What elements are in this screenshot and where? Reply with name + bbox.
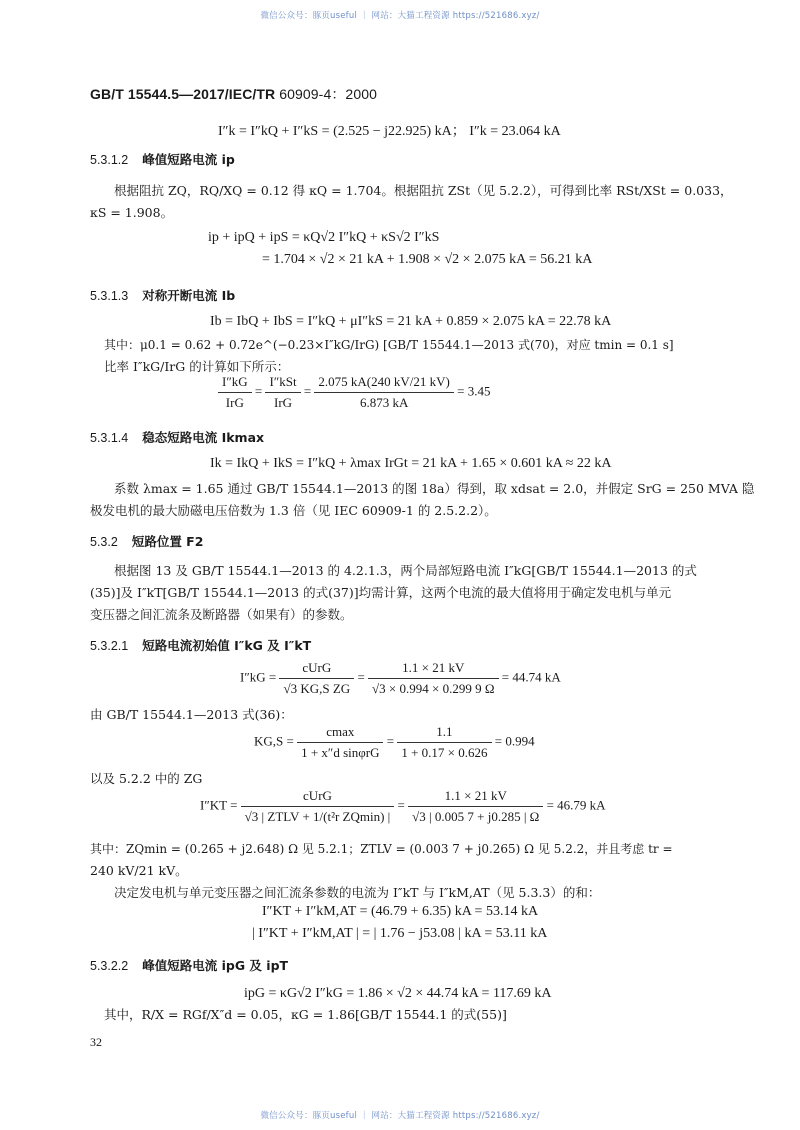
section-title: 稳态短路电流 Ikmax: [142, 430, 265, 445]
equation: ip + ipQ + ipS = κQ√2 I″kQ + κS√2 I″kS: [208, 230, 440, 245]
paragraph-note: 其中，R/X = RGf/X″d = 0.05，κG = 1.86[GB/T 15544.1 的式(55)]: [104, 1007, 507, 1022]
section-heading-5-3-1-2: [90, 150, 235, 168]
paragraph: 根据阻抗 ZQ，RQ/XQ = 0.12 得 κQ = 1.704。根据阻抗 ZSt（见 5.2.2），可得到比率 RSt/XSt = 0.033，: [114, 183, 733, 198]
paragraph: 其中：ZQmin = (0.265 + j2.648) Ω 见 5.2.1；ZTLV = (0.003 7 + j0.265) Ω 见 5.2.2，并且考虑 tr =: [90, 842, 673, 856]
paragraph: 根据图 13 及 GB/T 15544.1—2013 的 4.2.1.3，两个局部短路电流 I″kG[GB/T 15544.1—2013 的式: [114, 563, 697, 578]
equation: Ik = IkQ + IkS = I″kQ + λmax IrGt = 21 kA + 1.65 × 0.601 kA ≈ 22 kA: [210, 456, 612, 471]
section-heading-5-3-2: [90, 532, 203, 550]
paragraph-note: 其中：μ0.1 = 0.62 + 0.72e^(−0.23×I″kG/IrG) [GB/T 15544.1—2013 式(70)，对应 tmin = 0.1 s]: [104, 338, 674, 352]
section-title: 峰值短路电流 ip: [142, 152, 235, 167]
section-number: 5.3.2.2: [90, 959, 129, 973]
watermark-bottom: 微信公众号：豚页useful ｜ 网站：大猫工程资源 https://521686.xyz/: [260, 1111, 540, 1121]
section-heading-5-3-2-2: [90, 956, 288, 974]
watermark-top: 微信公众号：豚页useful ｜ 网站：大猫工程资源 https://521686.xyz/: [260, 11, 540, 21]
section-number: 5.3.1.4: [90, 431, 129, 445]
equation-initial-current: I″k = I″kQ + I″kS = (2.525 − j22.925) kA； I″k = 23.064 kA: [218, 124, 561, 139]
equation-ratio: $\frac{I''kG}{\text{IrG}}$ = $\frac{\text{I″kSt}}{\text{IrG}}$ = $\frac{2.075 kA(240 kV/21 kV)}{6.873 kA}$ = 3.45: [218, 374, 490, 411]
paragraph: 系数 λmax = 1.65 通过 GB/T 15544.1—2013 的图 18a）得到，取 xdsat = 2.0，并假定 SrG = 250 MVA 隐: [114, 481, 755, 496]
section-title: 短路位置 F2: [131, 534, 204, 549]
section-heading-5-3-1-3: [90, 286, 235, 304]
section-title: 短路电流初始值 I″kG 及 I″kT: [142, 638, 312, 653]
paragraph: 极发电机的最大励磁电压倍数为 1.3 倍（见 IEC 60909-1 的 2.5.2.2）。: [90, 503, 497, 518]
paragraph: (35)]及 I″kT[GB/T 15544.1—2013 的式(37)]均需计算，这两个电流的最大值将用于确定发电机与单元: [90, 585, 672, 600]
section-number: 5.3.2.1: [90, 639, 129, 653]
equation: I″KT + I″kM,AT = (46.79 + 6.35) kA = 53.14 kA: [262, 904, 539, 919]
equation: ipG = κG√2 I″kG = 1.86 × √2 × 44.74 kA = 117.69 kA: [244, 986, 552, 1001]
paragraph: 以及 5.2.2 中的 ZG: [90, 771, 203, 786]
equation-kgs: KG,S = $\frac{cmax}{\text{1 + x″d sinφrG}}$ = $\frac{1.1}{1 + 0.17 \times 0.626}$ = 0.994: [254, 724, 535, 760]
paragraph: 变压器之间汇流条及断路器（如果有）的参数。: [90, 607, 353, 622]
paragraph: 240 kV/21 kV。: [90, 863, 188, 878]
section-title: 对称开断电流 Ib: [142, 288, 236, 303]
section-number: 5.3.1.3: [90, 289, 129, 303]
equation: Ib = IbQ + IbS = I″kQ + μI″kS = 21 kA + 0.859 × 2.075 kA = 22.78 kA: [210, 314, 612, 329]
paragraph: κS = 1.908。: [90, 205, 174, 220]
equation: = 1.704 × √2 × 21 kA + 1.908 × √2 × 2.075 kA = 56.21 kA: [262, 252, 593, 267]
standard-code-iec: 60909-4：2000: [275, 86, 377, 102]
standard-code: GB/T 15544.5—2017/IEC/TR: [90, 86, 276, 102]
section-number: 5.3.2: [90, 535, 118, 549]
equation: | I″KT + I″kM,AT | = | 1.76 − j53.08 | kA = 53.11 kA: [252, 926, 548, 941]
section-title: 峰值短路电流 ipG 及 ipT: [142, 958, 289, 973]
section-heading-5-3-2-1: [90, 636, 311, 654]
paragraph: 比率 I″kG/IrG 的计算如下所示：: [104, 359, 290, 374]
equation-ikt: I″KT = $\frac{\text{cUrG}}{\text{√3 | ZTLV + 1/(t²r ZQmin) |}}$ = $\frac{1.1 \times 21 kV}{√3 | 0.005 7 + j0.285 | \Omega}$ = 46.79 kA: [200, 788, 606, 824]
paragraph: 由 GB/T 15544.1—2013 式(36)：: [90, 707, 293, 722]
section-number: 5.3.1.2: [90, 153, 129, 167]
equation-ikg: I″kG = $\frac{\text{cUrG}}{\text{√3 KG,S ZG}}$ = $\frac{1.1 \times 21 kV}{√3 \times 0.994 \times 0.299 9 \Omega}$ = 44.74 kA: [240, 660, 561, 696]
section-heading-5-3-1-4: [90, 428, 264, 446]
standard-number-header: [90, 84, 377, 104]
paragraph: 决定发电机与单元变压器之间汇流条参数的电流为 I″kT 与 I″kM,AT（见 5.3.3）的和：: [114, 885, 601, 900]
page-number: 32: [90, 1035, 102, 1049]
